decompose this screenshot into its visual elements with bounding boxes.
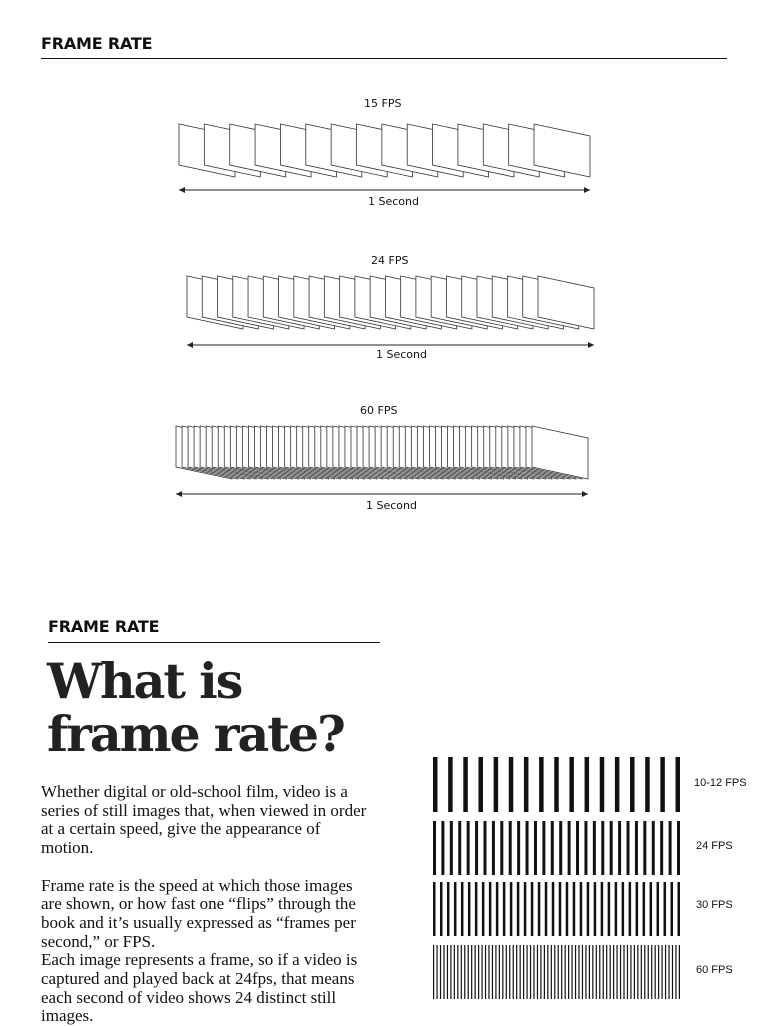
frame-bar bbox=[448, 757, 453, 812]
flipbook-duration-label-24: 1 Second bbox=[376, 348, 427, 361]
frame-bar bbox=[520, 945, 521, 999]
frame-bar bbox=[651, 945, 652, 999]
frame-bar bbox=[571, 945, 572, 999]
frame-bar bbox=[506, 945, 507, 999]
frame-bar bbox=[433, 882, 436, 936]
frame-bar bbox=[475, 821, 478, 875]
frame-bar bbox=[658, 945, 659, 999]
frame-bar bbox=[551, 821, 554, 875]
frame-bar bbox=[503, 882, 506, 936]
frame-bar bbox=[652, 821, 655, 875]
frame-bar bbox=[678, 882, 681, 936]
frame-bar bbox=[630, 945, 631, 999]
bar-label-60fps: 60 FPS bbox=[696, 964, 733, 976]
frame-bar bbox=[454, 882, 457, 936]
frame-bar bbox=[523, 945, 524, 999]
frame-bar bbox=[559, 821, 562, 875]
frame-bar bbox=[643, 882, 646, 936]
bar-row-10-12fps bbox=[433, 757, 680, 812]
frame-bar bbox=[488, 945, 489, 999]
article-title-line1: What is bbox=[47, 652, 242, 710]
frame-bar bbox=[669, 821, 672, 875]
frame-bar bbox=[594, 882, 597, 936]
frame-bar bbox=[599, 945, 600, 999]
flipbook-duration-label-60: 1 Second bbox=[366, 499, 417, 512]
frame-bar bbox=[592, 945, 593, 999]
frame-bar bbox=[568, 945, 569, 999]
frame-bar bbox=[616, 945, 617, 999]
frame-bar bbox=[433, 757, 438, 812]
frame-bar bbox=[461, 882, 464, 936]
article-paragraph-1: Whether digital or old-school film, video is a series of still images that, when viewed in order at a certain speed, give the appearance of motion. bbox=[41, 782, 367, 858]
frame-bar bbox=[661, 945, 662, 999]
frame-bar bbox=[510, 882, 512, 936]
frame-bar bbox=[509, 945, 510, 999]
bar-label-24fps: 24 FPS bbox=[696, 840, 733, 852]
frame-bar bbox=[463, 757, 468, 812]
frame-bar bbox=[657, 882, 660, 936]
frame-bar bbox=[478, 945, 479, 999]
frame-bar bbox=[660, 821, 663, 875]
frame-bar bbox=[585, 945, 586, 999]
frame-bar bbox=[575, 945, 576, 999]
frame-bar bbox=[573, 882, 576, 936]
frame-bar bbox=[582, 945, 583, 999]
frame-bar bbox=[668, 945, 669, 999]
frame-bar bbox=[494, 757, 499, 812]
frame-bar bbox=[447, 945, 448, 999]
frame-bar bbox=[629, 882, 632, 936]
frame-bar bbox=[534, 821, 537, 875]
frame-bar bbox=[568, 821, 571, 875]
frame-bar bbox=[675, 945, 676, 999]
frame-bar bbox=[526, 821, 529, 875]
frame-bar bbox=[457, 945, 458, 999]
frame-bar bbox=[440, 882, 443, 936]
frame-bar bbox=[641, 945, 642, 999]
frame-bar bbox=[537, 945, 538, 999]
frame-bar bbox=[610, 821, 613, 875]
frame-bar bbox=[530, 945, 531, 999]
frame-bar bbox=[580, 882, 583, 936]
frame-bar bbox=[554, 945, 555, 999]
frame-bar bbox=[589, 945, 590, 999]
bar-label-30fps: 30 FPS bbox=[696, 899, 733, 911]
frame-bar bbox=[547, 945, 548, 999]
article-title-line2: frame rate? bbox=[47, 705, 344, 763]
frame-bar bbox=[475, 882, 478, 936]
frame-bar bbox=[601, 882, 604, 936]
frame-bar bbox=[524, 882, 527, 936]
frame-bar bbox=[499, 945, 500, 999]
frame-bar bbox=[644, 945, 645, 999]
frame-bar bbox=[540, 945, 541, 999]
section-label: FRAME RATE bbox=[48, 617, 160, 636]
flipbook-fps-label-15: 15 FPS bbox=[364, 97, 402, 110]
frame-bar bbox=[482, 882, 485, 936]
frame-bar bbox=[655, 945, 656, 999]
bar-row-24fps bbox=[433, 821, 680, 875]
frame-bar bbox=[634, 945, 635, 999]
frame-bar bbox=[676, 757, 681, 812]
article-paragraph-3: Each image represents a frame, so if a video is captured and played back at 24fps, that means each second of video shows 24 distinct still images. bbox=[41, 950, 358, 1026]
frame-bar bbox=[539, 757, 544, 812]
frame-bar bbox=[502, 945, 503, 999]
frame-bar bbox=[650, 882, 653, 936]
frame-bar bbox=[648, 945, 649, 999]
frame-bar bbox=[584, 821, 587, 875]
frame-bar bbox=[489, 882, 492, 936]
page-header-title: FRAME RATE bbox=[41, 34, 153, 53]
frame-bar bbox=[578, 945, 579, 999]
frame-bar bbox=[665, 945, 666, 999]
frame-bar bbox=[559, 882, 562, 936]
frame-bar bbox=[618, 821, 621, 875]
frame-bar bbox=[509, 821, 512, 875]
frame-bar bbox=[436, 945, 437, 999]
frame-bar bbox=[615, 757, 620, 812]
frame-bar bbox=[552, 882, 555, 936]
frame-bar bbox=[623, 945, 624, 999]
frame-bar bbox=[468, 882, 471, 936]
frame-bar bbox=[450, 821, 453, 875]
frame-bar bbox=[627, 821, 630, 875]
frame-bar bbox=[593, 821, 596, 875]
frame-bar bbox=[454, 945, 455, 999]
frame-bar bbox=[635, 821, 638, 875]
frame-bar bbox=[606, 945, 607, 999]
frame-bar bbox=[544, 945, 545, 999]
frame-bar bbox=[615, 882, 618, 936]
frame-bar bbox=[483, 821, 486, 875]
frame-bar bbox=[478, 757, 483, 812]
frame-bar bbox=[565, 945, 566, 999]
frame-bar bbox=[467, 821, 470, 875]
bar-row-30fps bbox=[433, 882, 680, 936]
frame-bar bbox=[509, 757, 514, 812]
frame-bar bbox=[496, 882, 499, 936]
frame-bar bbox=[569, 757, 574, 812]
frame-bar bbox=[672, 945, 673, 999]
frame-bar bbox=[441, 821, 444, 875]
frame-bar bbox=[500, 821, 503, 875]
frame-bar bbox=[468, 945, 469, 999]
frame-bar bbox=[601, 821, 604, 875]
frame-bar bbox=[542, 821, 545, 875]
frame-bar bbox=[545, 882, 548, 936]
frame-bar bbox=[608, 882, 611, 936]
frame-bar bbox=[492, 821, 495, 875]
frame-bar bbox=[443, 945, 444, 999]
frame-bar bbox=[613, 945, 614, 999]
frame-bar bbox=[461, 945, 462, 999]
frame-bar bbox=[538, 882, 541, 936]
frame-bar bbox=[664, 882, 667, 936]
frame-bar bbox=[566, 882, 569, 936]
frame-bar bbox=[450, 945, 451, 999]
frame-bar bbox=[517, 821, 520, 875]
frame-bar bbox=[637, 945, 638, 999]
frame-bar bbox=[610, 945, 611, 999]
frame-bar bbox=[533, 945, 534, 999]
frame-bar bbox=[600, 757, 605, 812]
flipbook-duration-label-15: 1 Second bbox=[368, 195, 419, 208]
frame-bar bbox=[495, 945, 496, 999]
frame-bar bbox=[576, 821, 579, 875]
frame-bar bbox=[622, 882, 625, 936]
frame-bar bbox=[458, 821, 461, 875]
frame-bar bbox=[485, 945, 486, 999]
frame-bar bbox=[492, 945, 493, 999]
flipbook-fps-label-60: 60 FPS bbox=[360, 404, 398, 417]
frame-bar bbox=[636, 882, 639, 936]
frame-bar bbox=[660, 757, 665, 812]
frame-bar bbox=[627, 945, 628, 999]
frame-bar bbox=[561, 945, 562, 999]
article-paragraph-2: Frame rate is the speed at which those images are shown, or how fast one “flips” through the book and it’s usually expressed as “frames per second,” or FPS. bbox=[41, 875, 356, 951]
frame-bar bbox=[671, 882, 674, 936]
frame-bar bbox=[587, 882, 590, 936]
frame-bar bbox=[551, 945, 552, 999]
frame-bar bbox=[630, 757, 635, 812]
bar-row-60fps bbox=[433, 945, 680, 999]
frame-bar bbox=[645, 757, 650, 812]
frame-bar bbox=[679, 945, 680, 999]
bar-label-10-12fps: 10-12 FPS bbox=[694, 777, 747, 789]
frame-bar bbox=[475, 945, 476, 999]
frame-bar bbox=[596, 945, 597, 999]
flipbook-fps-label-24: 24 FPS bbox=[371, 254, 409, 267]
frame-bar bbox=[517, 882, 520, 936]
frame-bar bbox=[516, 945, 517, 999]
frame-bar bbox=[440, 945, 441, 999]
frame-bar bbox=[531, 882, 534, 936]
frame-bar bbox=[447, 882, 450, 936]
frame-bar bbox=[481, 945, 482, 999]
frame-bar bbox=[558, 945, 559, 999]
frame-bar bbox=[464, 945, 465, 999]
frame-bar bbox=[513, 945, 514, 999]
frame-bar bbox=[585, 757, 590, 812]
frame-bar bbox=[603, 945, 604, 999]
frame-bar bbox=[620, 945, 621, 999]
frame-bar bbox=[433, 821, 436, 875]
frame-bar bbox=[526, 945, 527, 999]
frame-bar bbox=[554, 757, 559, 812]
frame-bar bbox=[643, 821, 646, 875]
frame-bar bbox=[433, 945, 434, 999]
frame-bar bbox=[524, 757, 529, 812]
frame-bar bbox=[677, 821, 680, 875]
frame-bar bbox=[471, 945, 472, 999]
